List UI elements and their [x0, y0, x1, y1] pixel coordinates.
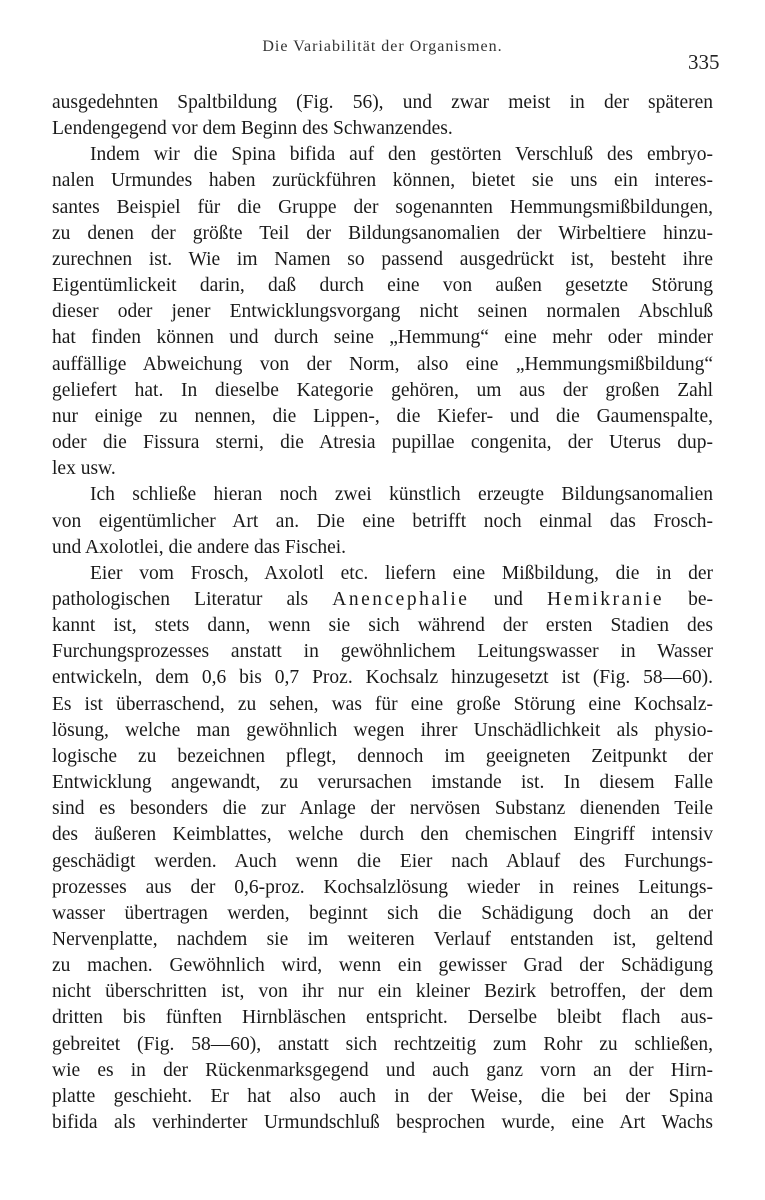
- page-number: 335: [688, 50, 720, 74]
- text-line: geliefert hat. In dieselbe Kategorie gehören, um aus der großen Zahl: [52, 379, 713, 401]
- text-line: logische zu bezeichnen pflegt, dennoch im geeigneten Zeitpunkt der: [52, 745, 713, 767]
- text-line: geschädigt werden. Auch wenn die Eier nach Ablauf des Furchungs-: [52, 850, 713, 872]
- text-line: Furchungsprozesses anstatt in gewöhnlichem Leitungswasser in Wasser: [52, 641, 713, 663]
- text-line: Es ist überraschend, zu sehen, was für eine große Störung eine Kochsalz-: [52, 693, 713, 715]
- text-line: von eigentümlicher Art an. Die eine betrifft noch einmal das Frosch-: [52, 510, 713, 532]
- paragraph-1: [52, 90, 713, 142]
- text-line: lösung, welche man gewöhnlich wegen ihrer Unschädlichkeit als physio-: [52, 719, 713, 741]
- text-line: dritten bis fünften Hirnbläschen entspricht. Derselbe bleibt flach aus-: [52, 1007, 713, 1029]
- text-line: wie es in der Rückenmarksgegend und auch ganz vorn an der Hirn-: [52, 1059, 713, 1081]
- term-hemikranie: Hemikranie: [546, 588, 664, 610]
- text-line: Nervenplatte, nachdem sie im weiteren Verlauf entstanden ist, geltend: [52, 929, 713, 950]
- text-line: und Axolotlei, die andere das Fischei.: [52, 536, 347, 558]
- text-line: kannt ist, stets dann, wenn sie sich während der ersten Stadien des: [52, 615, 713, 637]
- text-line: gebreitet (Fig. 58—60), anstatt sich rechtzeitig zum Rohr zu schließen,: [52, 1033, 713, 1055]
- text-line: lex usw.: [52, 458, 116, 480]
- text-fragment: pathologischen Literatur als: [52, 588, 333, 610]
- text-line-with-terms: [52, 587, 713, 613]
- text-fragment: be-: [663, 588, 713, 610]
- text-line: zurechnen ist. Wie im Namen so passend ausgedrückt ist, besteht ihre: [52, 248, 713, 270]
- body-text: [52, 90, 713, 1136]
- text-line: nicht überschritten ist, von ihr nur ein kleiner Bezirk betroffen, der dem: [52, 981, 713, 1003]
- text-line: zu machen. Gewöhnlich wird, wenn ein gewisser Grad der Schädigung: [52, 955, 713, 977]
- text-line: santes Beispiel für die Gruppe der sogenannten Hemmungsmißbildungen,: [52, 196, 713, 218]
- text-line: nur einige zu nennen, die Lippen-, die Kiefer- und die Gaumenspalte,: [52, 405, 713, 427]
- text-line: hat finden können und durch seine „Hemmung“ eine mehr oder minder: [52, 327, 713, 349]
- text-line: zu denen der größte Teil der Bildungsanomalien der Wirbeltiere hinzu-: [52, 222, 713, 244]
- paragraph-3: [52, 482, 713, 560]
- text-line: Indem wir die Spina bifida auf den gestörten Verschluß des embryo-: [90, 144, 713, 166]
- text-line: prozesses aus der 0,6-proz. Kochsalzlösung wieder in reines Leitungs-: [52, 876, 713, 898]
- text-line: Eigentümlickeit darin, daß durch eine von außen gesetzte Störung: [52, 275, 713, 297]
- text-line: auffällige Abweichung von der Norm, also eine „Hemmungsmißbildung“: [52, 353, 713, 375]
- running-title: Die Variabilität der Organismen.: [262, 38, 503, 55]
- text-line: ausgedehnten Spaltbildung (Fig. 56), und zwar meist in der späteren: [52, 92, 713, 113]
- text-line: platte geschieht. Er hat also auch in der Weise, die bei der Spina: [52, 1085, 713, 1107]
- text-line: Entwicklung angewandt, zu verursachen imstande ist. In diesem Falle: [52, 772, 713, 794]
- text-line: wasser übertragen werden, beginnt sich die Schädigung doch an der: [52, 902, 713, 924]
- text-line: Ich schließe hieran noch zwei künstlich erzeugte Bildungsanomalien: [90, 484, 713, 506]
- paragraph-4: [52, 561, 713, 1136]
- text-line: sind es besonders die zur Anlage der nervösen Substanz dienenden Teile: [52, 798, 713, 820]
- text-line: bifida als verhinderter Urmundschluß besprochen wurde, eine Art Wachs: [52, 1112, 713, 1134]
- text-line: Lendengegend vor dem Beginn des Schwanzendes.: [52, 118, 453, 140]
- text-line: entwickeln, dem 0,6 bis 0,7 Proz. Kochsalz hinzugesetzt ist (Fig. 58—60).: [52, 667, 713, 689]
- text-fragment: und: [469, 588, 547, 610]
- text-line: nalen Urmundes haben zurückführen können, bietet sie uns ein interes-: [52, 170, 713, 192]
- text-line: Eier vom Frosch, Axolotl etc. liefern eine Mißbildung, die in der: [90, 562, 713, 584]
- paragraph-2: [52, 142, 713, 482]
- text-line: oder die Fissura sterni, die Atresia pupillae congenita, der Uterus dup-: [52, 432, 713, 454]
- term-anencephalie: Anencephalie: [332, 588, 470, 610]
- text-line: dieser oder jener Entwicklungsvorgang nicht seinen normalen Abschluß: [52, 301, 713, 323]
- text-line: des äußeren Keimblattes, welche durch den chemischen Eingriff intensiv: [52, 824, 713, 846]
